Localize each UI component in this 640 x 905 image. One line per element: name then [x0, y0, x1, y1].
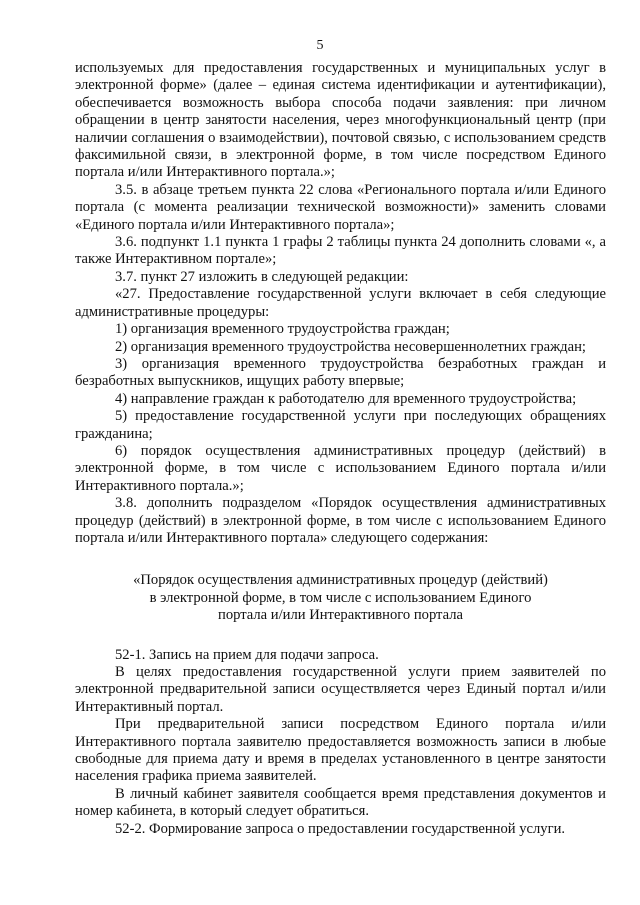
- section-heading-line-2: в электронной форме, в том числе с использованием Единого: [149, 589, 532, 606]
- section-heading-line-3: портала и/или Интерактивного портала: [218, 607, 463, 624]
- paragraph-3-6: 3.6. подпункт 1.1 пункта 1 графы 2 таблицы пункта 24 дополнить словами «, а также Интерактивном портале»;: [75, 234, 606, 268]
- list-item-2: 2) организация временного трудоустройства несовершеннолетних граждан;: [115, 338, 586, 355]
- list-item-4: 4) направление граждан к работодателю для временного трудоустройства;: [115, 390, 577, 407]
- paragraph-personal-cabinet: В личный кабинет заявителя сообщается время представления документов и номер кабинета, в который следует обратиться.: [75, 785, 606, 820]
- list-item-6: 6) порядок осуществления административных процедур (действий) в электронной форме, в том числе с использованием Единого портала и/или Интерактивного портала.»;: [75, 442, 606, 494]
- page-number: 5: [316, 38, 324, 53]
- paragraph-electronic-appointment: В целях предоставления государственной услуги прием заявителей по электронной предварительной записи осуществляется через Единый портал и/или Интерактивный портал.: [75, 664, 606, 715]
- section-heading-line-1: «Порядок осуществления административных процедур (действий): [133, 572, 548, 589]
- list-item-3: 3) организация временного трудоустройства безработных граждан и безработных выпускников, ищущих работу впервые;: [75, 355, 606, 390]
- paragraph-27: «27. Предоставление государственной услуги включает в себя следующие административные процедуры:: [75, 286, 606, 320]
- list-item-5: 5) предоставление государственной услуги при последующих обращениях гражданина;: [75, 408, 606, 442]
- paragraph-3-8: 3.8. дополнить подразделом «Порядок осуществления административных процедур (действий) в электронной форме, в том числе с использованием Единого портала и/или Интерактивного портала» следующего содержания:: [75, 495, 606, 546]
- paragraph-52-2: 52-2. Формирование запроса о предоставлении государственной услуги.: [115, 820, 566, 837]
- paragraph-continuation: используемых для предоставления государственных и муниципальных услуг в электронной форме» (далее – единая система идентификации и аутентификации), обеспечивается возможность выбора способа подачи заявления: при личном обращении в центр занятости населения, через многофункциональный центр (при наличии соглашения о взаимодействии), почтовой связью, с использованием средств факсимильной связи, в электронной форме, в том числе посредством Единого портала и/или Интерактивного портала.»;: [75, 60, 606, 181]
- list-item-1: 1) организация временного трудоустройства граждан;: [115, 321, 450, 338]
- paragraph-52-1: 52-1. Запись на прием для подачи запроса.: [115, 646, 379, 663]
- document-body: [75, 60, 606, 838]
- paragraph-preliminary-record: При предварительной записи посредством Единого портала и/или Интерактивного портала заявителю предоставляется возможность записи в любые свободные для приема дату и время в пределах установленного в центре занятости населения графика приема заявителей.: [75, 716, 606, 785]
- section-heading: [75, 572, 606, 624]
- paragraph-3-5: 3.5. в абзаце третьем пункта 22 слова «Регионального портала и/или Единого портала (с момента реализации технической возможности)» заменить словами «Единого портала и/или Интерактивного портала»;: [75, 181, 606, 233]
- paragraph-3-7: 3.7. пункт 27 изложить в следующей редакции:: [115, 268, 409, 285]
